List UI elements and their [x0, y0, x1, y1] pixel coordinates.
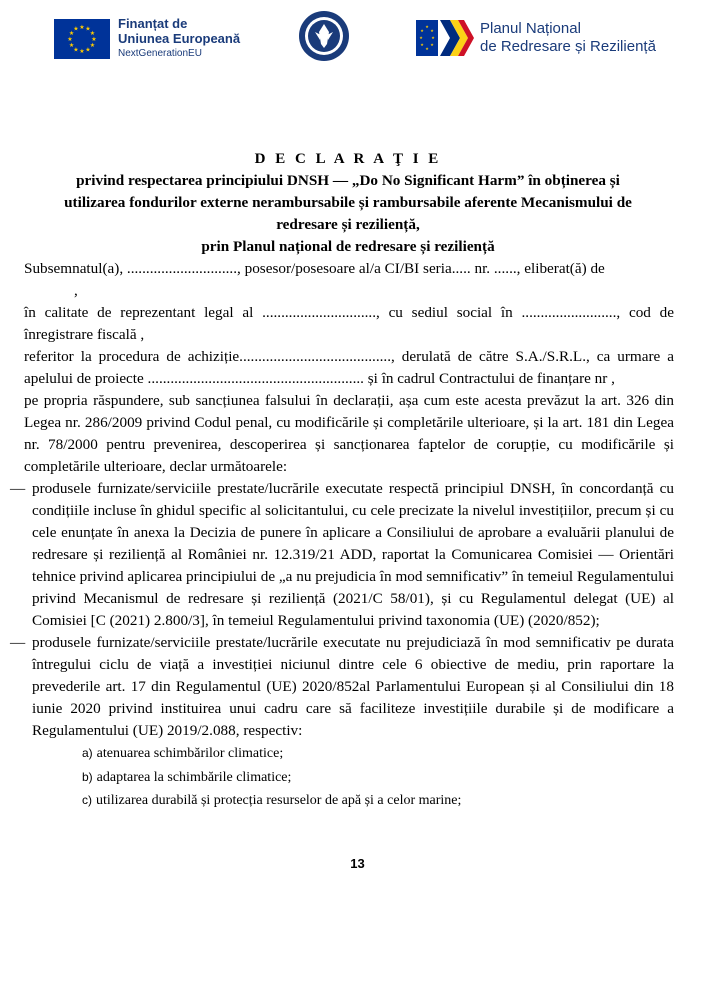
subtitle-line: prin Planul național de redresare și reziliență [201, 238, 495, 255]
declarant-identity-continuation: , [74, 282, 78, 299]
eu-funding-logo [54, 16, 240, 61]
subtitle-line: privind respectarea principiului DNSH — „Do No Significant Harm” în obținerea și [76, 172, 620, 189]
item-text: atenuarea schimbărilor climatice; [96, 746, 284, 761]
eu-text-line1: Finanțat de [118, 16, 188, 31]
svg-text:★: ★ [79, 23, 85, 31]
environmental-objective-item [22, 742, 674, 766]
svg-text:★: ★ [73, 25, 79, 33]
document-subtitle [22, 170, 674, 258]
svg-text:★: ★ [89, 29, 96, 37]
page-number: 13 [350, 856, 365, 871]
svg-text:★: ★ [431, 35, 435, 40]
item-letter: a) [82, 746, 93, 760]
procurement-paragraph: referitor la procedura de achiziție........................................, derulată de către S.A./S.R.L., ca urmare a apelului de proiecte ......................................................... și în cadrul Contractului de finanțare nr , [24, 348, 674, 387]
eu-text-line2: Uniunea Europeană [118, 31, 241, 46]
declaration-bullet [10, 478, 674, 632]
bullet-text: produsele furnizate/serviciile prestate/lucrările executate respectă principiul DNSH, în concordanță cu condițiile incluse în ghidul specific al solicitantului, cu cele precizate la nivelul investițiilor, precum și cu cele enunțate în anexa la Decizia de punere în aplicare a Consiliului de aprobare a evaluării planului de redresare și reziliență al României nr. 12.319/21 ADD, raportat la Comunicarea Comisiei — Orientări tehnice privind aplicarea principiului de „a nu prejudicia în mod semnificativ” în temeiul Regulamentului privind Mecanismul de redresare și reziliență (2021/C 58/01), și cu Regulamentul delegat (UE) al Comisiei [C (2021) 2.800/3], în temeiul Regulamentului privind taxonomia (UE) (2020/852); [32, 480, 674, 629]
svg-text:★: ★ [68, 41, 75, 49]
environmental-objective-item [22, 789, 674, 813]
svg-text:★: ★ [425, 46, 429, 51]
declarant-identity-paragraph: Subsemnatul(a), ............................., posesor/posesoare al/a CI/BI seria..... nr. ......, eliberat(ă) de [24, 260, 605, 277]
eu-flag-icon [54, 19, 110, 59]
pnrr-flag-icon [416, 20, 474, 56]
document-title: D E C L A R A Ţ I E [254, 151, 442, 167]
pnrr-text-line1: Planul Național [480, 20, 581, 37]
page-header [0, 10, 715, 70]
svg-text:★: ★ [419, 35, 423, 40]
item-text: adaptarea la schimbările climatice; [96, 769, 292, 785]
item-letter: b) [82, 769, 93, 784]
svg-text:★: ★ [68, 29, 75, 37]
bullet-dash: — [10, 480, 26, 497]
bullet-text: produsele furnizate/serviciile prestate/lucrările executate nu prejudiciază în mod semnificativ pe durata întregului ciclu de viață a investiției niciunul dintre cele 6 obiective de mediu, prin raportare la prevederile art. 17 din Regulamentul (UE) 2020/852al Parlamentului European și al Consiliului din 18 iunie 2020 privind instituirea unui cadru care să faciliteze investițiile durabile și de modificare a Regulamentului (UE) 2019/2.088, respectiv: [32, 634, 674, 739]
svg-text:★: ★ [89, 41, 96, 49]
legal-representative-paragraph: în calitate de reprezentant legal al .............................., cu sediul social în ........................., cod de înregistrare fiscală , [24, 304, 674, 343]
svg-text:★: ★ [85, 45, 91, 53]
pnrr-logo [416, 20, 656, 56]
bullet-dash: — [10, 634, 26, 651]
item-letter: c) [82, 793, 92, 807]
svg-text:★: ★ [67, 35, 73, 43]
svg-text:★: ★ [420, 42, 424, 47]
declaration-body [10, 148, 674, 813]
liability-paragraph: pe propria răspundere, sub sancțiunea falsului în declarații, așa cum este acesta prevăzut la art. 326 din Legea nr. 286/2009 privind Codul penal, cu modificările și completările ulterioare, și la art. 181 din Legea nr. 78/2000 pentru prevenirea, descoperirea și sancționarea faptelor de corupție, cu modificările și completările ulterioare, declar următoarele: [24, 392, 674, 475]
item-text: utilizarea durabilă și protecția resurselor de apă și a celor marine; [96, 793, 462, 808]
subtitle-line: utilizarea fondurilor externe nerambursabile și rambursabile aferente Mecanismului de [64, 194, 632, 211]
eu-text-line3: NextGenerationEU [118, 48, 202, 59]
svg-text:★: ★ [420, 28, 424, 33]
svg-text:★: ★ [85, 25, 91, 33]
romanian-government-seal-icon [298, 10, 350, 62]
svg-text:★: ★ [79, 47, 85, 55]
environmental-objective-item [22, 766, 674, 790]
svg-text:★: ★ [430, 28, 434, 33]
svg-text:★: ★ [430, 42, 434, 47]
svg-text:★: ★ [73, 45, 79, 53]
pnrr-text-line2: de Redresare și Reziliență [480, 38, 656, 55]
declaration-bullet [10, 632, 674, 742]
svg-text:★: ★ [425, 24, 429, 29]
subtitle-line: redresare și reziliență, [276, 216, 420, 233]
svg-text:★: ★ [91, 35, 97, 43]
